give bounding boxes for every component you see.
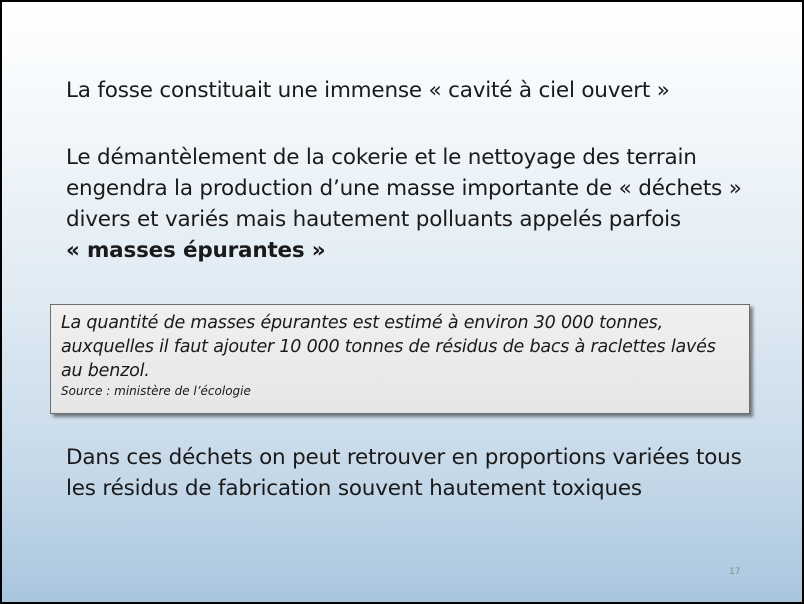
- masses-epurantes-term: « masses épurantes »: [66, 238, 326, 263]
- quote-text: La quantité de masses épurantes est estimé à environ 30 000 tonnes, auxquelles il faut ajouter 10 000 tonnes de résidus de bacs à raclettes lavés au benzol.: [61, 313, 716, 381]
- quote-box: [50, 304, 750, 414]
- dismantling-text: Le démantèlement de la cokerie et le nettoyage des terrain engendra la production d’une masse importante de « déchets » divers et variés mais hautement polluants appelés parfois: [66, 145, 742, 232]
- dismantling-paragraph: [66, 142, 766, 266]
- quote-source: Source : ministère de l’écologie: [61, 384, 251, 398]
- page-number: 17: [729, 567, 741, 577]
- toxic-residues-paragraph: Dans ces déchets on peut retrouver en proportions variées tous les résidus de fabrication souvent hautement toxiques: [66, 445, 742, 501]
- intro-paragraph: La fosse constituait une immense « cavité à ciel ouvert »: [66, 78, 670, 103]
